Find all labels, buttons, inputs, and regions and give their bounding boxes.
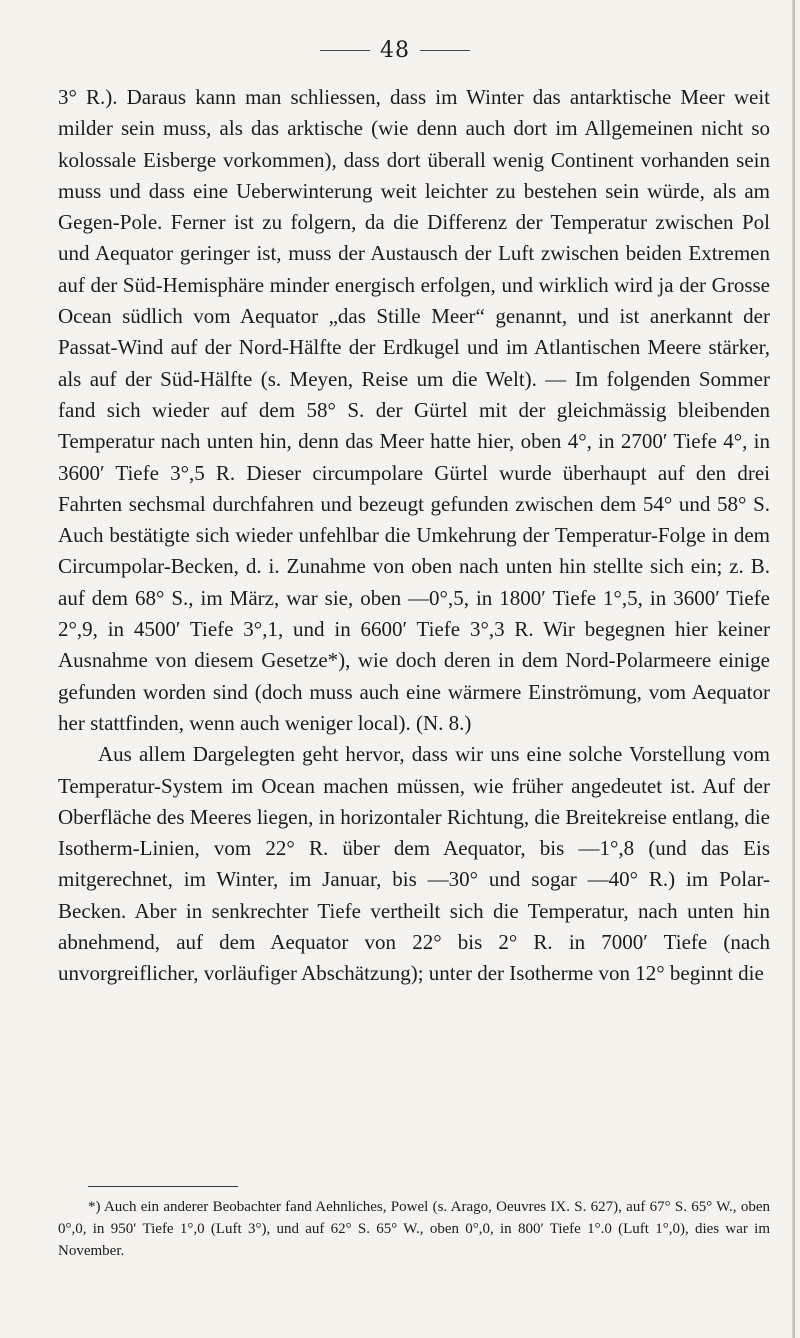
paragraph: 3° R.). Daraus kann man schliessen, dass im Winter das antarktische Meer weit milder sein muss, als das arktische (wie denn auch dort im Allgemeinen nicht so kolossale Eisberge vorkommen), dass dort überall wenig Continent vorhanden sein muss und dass eine Ueberwinterung weit leichter zu bestehen sein würde, als am Gegen-Pole. Ferner ist zu folgern, da die Differenz der Temperatur zwischen Pol und Aequator geringer ist, muss der Austausch der Luft zwischen beiden Extremen auf der Süd-Hemisphäre minder energisch erfolgen, und wirklich wird ja der Grosse Ocean südlich vom Aequator „das Stille Meer“ genannt, und ist anerkannt der Passat-Wind auf der Nord-Hälfte der Erdkugel und im Atlantischen Meere stärker, als auf der Süd-Hälfte (s. Meyen, Reise um die Welt). — Im folgenden Sommer fand sich wieder auf dem 58° S. der Gürtel mit der gleichmässig bleibenden Temperatur nach unten hin, denn das Meer hatte hier, oben 4°, in 2700′ Tiefe 4°, in 3600′ Tiefe 3°,5 R. Dieser circumpolare Gürtel wurde überhaupt auf den drei Fahrten sechsmal durchfahren und bezeugt gefunden zwischen dem 54° und 58° S. Auch bestätigte sich wieder unfehlbar die Umkehrung der Temperatur-Folge in dem Circumpolar-Becken, d. i. Zunahme von oben nach unten hin stellte sich ein; z. B. auf dem 68° S., im März, war sie, oben —0°,5, in 1800′ Tiefe 1°,5, in 3600′ Tiefe 2°,9, in 4500′ Tiefe 3°,1, und in 6600′ Tiefe 3°,3 R. Wir begegnen hier keiner Ausnahme von diesem Gesetze*), wie doch deren in dem Nord-Polarmeere einige gefunden worden sind (doch muss auch eine wärmere Einströmung, vom Aequator her stattfinden, wenn auch weniger local). (N. 8.)	[58, 85, 770, 735]
footnote-text: *) Auch ein anderer Beobachter fand Aehnliches, Powel (s. Arago, Oeuvres IX. S. 627), auf 67° S. 65° W., oben 0°,0, in 950′ Tiefe 1°,0 (Luft 3°), und auf 62° S. 65° W., oben 0°,0, in 800′ Tiefe 1°.0 (Luft 1°,0), dies war im November.	[58, 1199, 770, 1259]
footnote-rule	[88, 1186, 238, 1187]
page-header	[0, 38, 790, 63]
header-rule-right	[420, 50, 470, 51]
page-number: 48	[380, 38, 410, 63]
paragraph: Aus allem Dargelegten geht hervor, dass wir uns eine solche Vorstellung vom Temperatur-System im Ocean machen müssen, wie früher angedeutet ist. Auf der Oberfläche des Meeres liegen, in horizontaler Richtung, die Breitekreise entlang, die Isotherm-Linien, vom 22° R. über dem Aequator, bis —1°,8 (und das Eis mitgerechnet, im Winter, im Januar, bis —30° und sogar —40° R.) im Polar-Becken. Aber in senkrechter Tiefe vertheilt sich die Temperatur, nach unten hin abnehmend, auf dem Aequator von 22° bis 2° R. in 7000′ Tiefe (nach unvorgreiflicher, vorläufiger Abschätzung); unter der Isotherme von 12° beginnt die	[58, 742, 770, 986]
body-text	[58, 82, 770, 990]
header-rule-left	[320, 50, 370, 51]
footnote	[58, 1196, 770, 1262]
page-edge	[792, 0, 795, 1338]
